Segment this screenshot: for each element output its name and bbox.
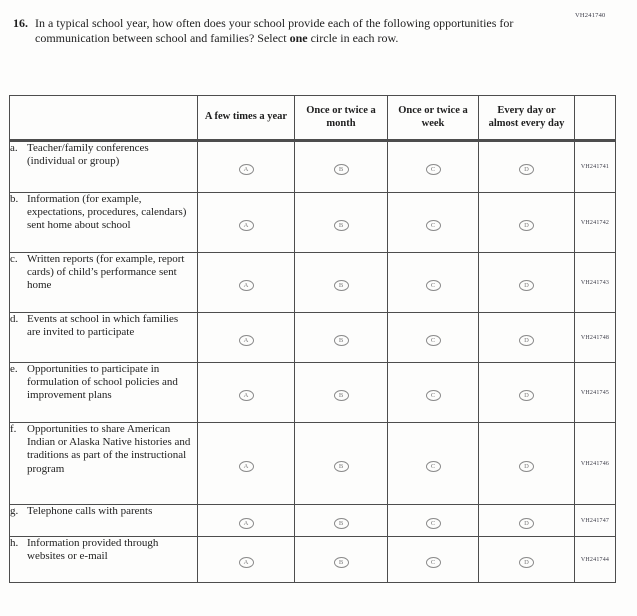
option-cell (198, 253, 295, 313)
option-cell (388, 537, 479, 583)
option-cell (388, 363, 479, 423)
row-label-cell (10, 141, 198, 193)
answer-circle-b[interactable]: B (334, 164, 349, 175)
header-every-day: Every day or almost every day (479, 96, 575, 141)
answer-circle-c[interactable]: C (426, 518, 441, 529)
row-code: VH241742 (575, 193, 616, 253)
answer-circle-a[interactable]: A (239, 557, 254, 568)
option-cell (479, 505, 575, 537)
row-letter: g. (10, 505, 19, 517)
option-cell (295, 505, 388, 537)
row-label: Opportunities to share American Indian or Alaska Native histories and traditions as part of the instructional program (27, 423, 191, 475)
row-letter: d. (10, 313, 19, 325)
answer-circle-d[interactable]: D (519, 557, 534, 568)
row-code: VH241744 (575, 537, 616, 583)
question-text-bold: one (289, 31, 308, 46)
header-blank-code (575, 96, 616, 141)
option-cell (479, 537, 575, 583)
answer-circle-c[interactable]: C (426, 280, 441, 291)
question-text (35, 16, 541, 46)
option-cell (198, 363, 295, 423)
row-letter: h. (10, 537, 19, 549)
row-label-cell (10, 313, 198, 363)
answer-circle-a[interactable]: A (239, 280, 254, 291)
answer-circle-c[interactable]: C (426, 335, 441, 346)
option-cell (479, 363, 575, 423)
option-cell (198, 505, 295, 537)
table-row (10, 193, 616, 253)
row-label: Teacher/family conferences (individual or group) (27, 142, 149, 168)
question-text-after: circle in each row. (307, 31, 399, 46)
option-cell (198, 537, 295, 583)
row-label-cell (10, 253, 198, 313)
row-letter: c. (10, 253, 18, 265)
row-letter: b. (10, 193, 19, 205)
answer-circle-a[interactable]: A (239, 335, 254, 346)
answer-circle-b[interactable]: B (334, 335, 349, 346)
answer-circle-a[interactable]: A (239, 390, 254, 401)
option-cell (198, 193, 295, 253)
table-row (10, 141, 616, 193)
option-cell (388, 253, 479, 313)
header-blank-label (10, 96, 198, 141)
row-label: Information (for example, expectations, procedures, calendars) sent home about school (27, 193, 187, 232)
row-label: Events at school in which families are invited to participate (27, 313, 179, 339)
option-cell (295, 363, 388, 423)
option-cell (388, 141, 479, 193)
option-cell (479, 193, 575, 253)
option-cell (198, 423, 295, 505)
option-cell (295, 253, 388, 313)
option-cell (198, 141, 295, 193)
row-label: Telephone calls with parents (27, 505, 153, 517)
row-label-cell (10, 423, 198, 505)
option-cell (388, 505, 479, 537)
option-cell (295, 193, 388, 253)
answer-circle-d[interactable]: D (519, 461, 534, 472)
row-label: Written reports (for example, report cards) of child’s performance sent home (27, 253, 185, 292)
answer-circle-c[interactable]: C (426, 390, 441, 401)
frequency-table (9, 95, 616, 583)
row-label-cell (10, 363, 198, 423)
row-letter: a. (10, 142, 18, 154)
answer-circle-c[interactable]: C (426, 164, 441, 175)
option-cell (479, 313, 575, 363)
form-code: VH241740 (575, 12, 606, 19)
option-cell (388, 193, 479, 253)
option-cell (295, 537, 388, 583)
table-row (10, 313, 616, 363)
answer-circle-b[interactable]: B (334, 390, 349, 401)
table-row (10, 253, 616, 313)
header-once-twice-month: Once or twice a month (295, 96, 388, 141)
answer-circle-d[interactable]: D (519, 390, 534, 401)
answer-circle-c[interactable]: C (426, 220, 441, 231)
row-code: VH241748 (575, 313, 616, 363)
question-text-before: In a typical school year, how often does your school provide each of the following opportunities for communication between school and families? Select (35, 16, 514, 46)
question-block (13, 16, 541, 46)
answer-circle-d[interactable]: D (519, 280, 534, 291)
row-label: Information provided through websites or e-mail (27, 537, 159, 563)
option-cell (388, 313, 479, 363)
option-cell (479, 141, 575, 193)
row-letter: e. (10, 363, 18, 375)
header-few-times-year: A few times a year (198, 96, 295, 141)
option-cell (295, 141, 388, 193)
answer-circle-a[interactable]: A (239, 220, 254, 231)
row-label-cell (10, 193, 198, 253)
row-code: VH241746 (575, 423, 616, 505)
answer-circle-a[interactable]: A (239, 461, 254, 472)
row-code: VH241745 (575, 363, 616, 423)
row-code: VH241741 (575, 141, 616, 193)
answer-circle-b[interactable]: B (334, 461, 349, 472)
answer-circle-a[interactable]: A (239, 518, 254, 529)
answer-circle-b[interactable]: B (334, 518, 349, 529)
option-cell (295, 423, 388, 505)
question-number: 16. (13, 16, 28, 30)
row-label: Opportunities to participate in formulation of school policies and improvement plans (27, 363, 178, 402)
answer-circle-d[interactable]: D (519, 164, 534, 175)
table-row (10, 423, 616, 505)
option-cell (295, 313, 388, 363)
table-header-row (10, 96, 616, 141)
answer-circle-a[interactable]: A (239, 164, 254, 175)
option-cell (198, 313, 295, 363)
answer-circle-b[interactable]: B (334, 280, 349, 291)
answer-circle-d[interactable]: D (519, 220, 534, 231)
answer-circle-c[interactable]: C (426, 557, 441, 568)
row-code: VH241747 (575, 505, 616, 537)
answer-circle-d[interactable]: D (519, 335, 534, 346)
option-cell (479, 253, 575, 313)
row-label-cell (10, 505, 198, 537)
table-row (10, 537, 616, 583)
table-row (10, 505, 616, 537)
header-once-twice-week: Once or twice a week (388, 96, 479, 141)
row-code: VH241743 (575, 253, 616, 313)
answer-circle-b[interactable]: B (334, 557, 349, 568)
table-row (10, 363, 616, 423)
option-cell (388, 423, 479, 505)
answer-circle-b[interactable]: B (334, 220, 349, 231)
option-cell (479, 423, 575, 505)
answer-circle-d[interactable]: D (519, 518, 534, 529)
row-letter: f. (10, 423, 17, 435)
row-label-cell (10, 537, 198, 583)
answer-circle-c[interactable]: C (426, 461, 441, 472)
